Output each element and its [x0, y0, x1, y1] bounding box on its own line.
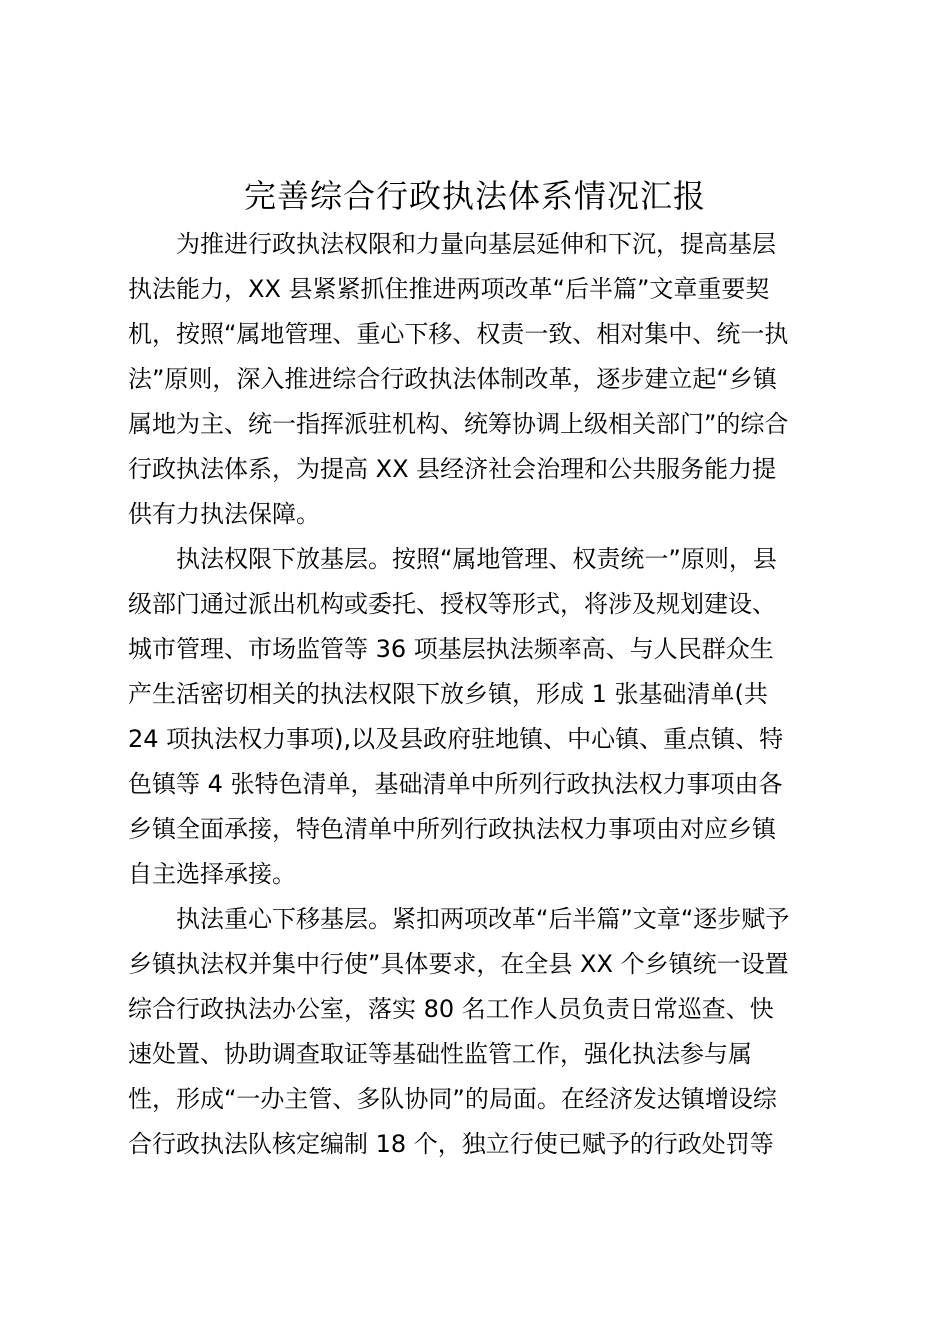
text-line: 执法权限下放基层。按照“属地管理、权责统一”原则，县 [176, 545, 777, 573]
text-line: 供有力执法保障。 [128, 500, 320, 528]
text-line: 级部门通过派出机构或委托、授权等形式，将涉及规划建设、 [128, 590, 776, 618]
text-line: 乡镇执法权并集中行使”具体要求，在全县 XX 个乡镇统一设置 [128, 950, 789, 978]
text-line: 执法重心下移基层。紧扣两项改革“后半篇”文章“逐步赋予 [176, 905, 790, 933]
paragraph-authority-delegation [128, 537, 831, 897]
text-line: 城市管理、市场监管等 36 项基层执法频率高、与人民群众生 [128, 635, 774, 663]
text-line: 乡镇全面承接，特色清单中所列行政执法权力事项由对应乡镇 [128, 815, 776, 843]
text-line: 性，形成“一办主管、多队协同”的局面。在经济发达镇增设综 [128, 1085, 777, 1113]
text-line: 属地为主、统一指挥派驻机构、统筹协调上级相关部门”的综合 [128, 410, 789, 438]
text-line: 速处置、协助调查取证等基础性监管工作，强化执法参与属 [128, 1040, 752, 1068]
paragraph-focus-shift [128, 897, 831, 1167]
text-line: 机，按照“属地管理、重心下移、权责一致、相对集中、统一执 [128, 320, 789, 348]
text-line: 24 项执法权力事项),以及县政府驻地镇、中心镇、重点镇、特 [128, 725, 784, 753]
text-line: 综合行政执法办公室，落实 80 名工作人员负责日常巡查、快 [128, 995, 774, 1023]
text-line: 自主选择承接。 [128, 860, 296, 888]
document-title: 完善综合行政执法体系情况汇报 [243, 177, 706, 215]
paragraph-intro [128, 222, 831, 537]
text-line: 为推进行政执法权限和力量向基层延伸和下沉，提高基层 [176, 230, 776, 258]
text-line: 法”原则，深入推进综合行政执法体制改革，逐步建立起“乡镇 [128, 365, 777, 393]
text-line: 行政执法体系，为提高 XX 县经济社会治理和公共服务能力提 [128, 455, 777, 483]
text-line: 执法能力，XX 县紧紧抓住推进两项改革“后半篇”文章重要契 [128, 275, 770, 303]
text-line: 产生活密切相关的执法权限下放乡镇，形成 1 张基础清单(共 [128, 680, 768, 708]
text-line: 色镇等 4 张特色清单，基础清单中所列行政执法权力事项由各 [128, 770, 783, 798]
text-line: 合行政执法队核定编制 18 个，独立行使已赋予的行政处罚等 [128, 1130, 774, 1158]
document-body [128, 222, 831, 1167]
